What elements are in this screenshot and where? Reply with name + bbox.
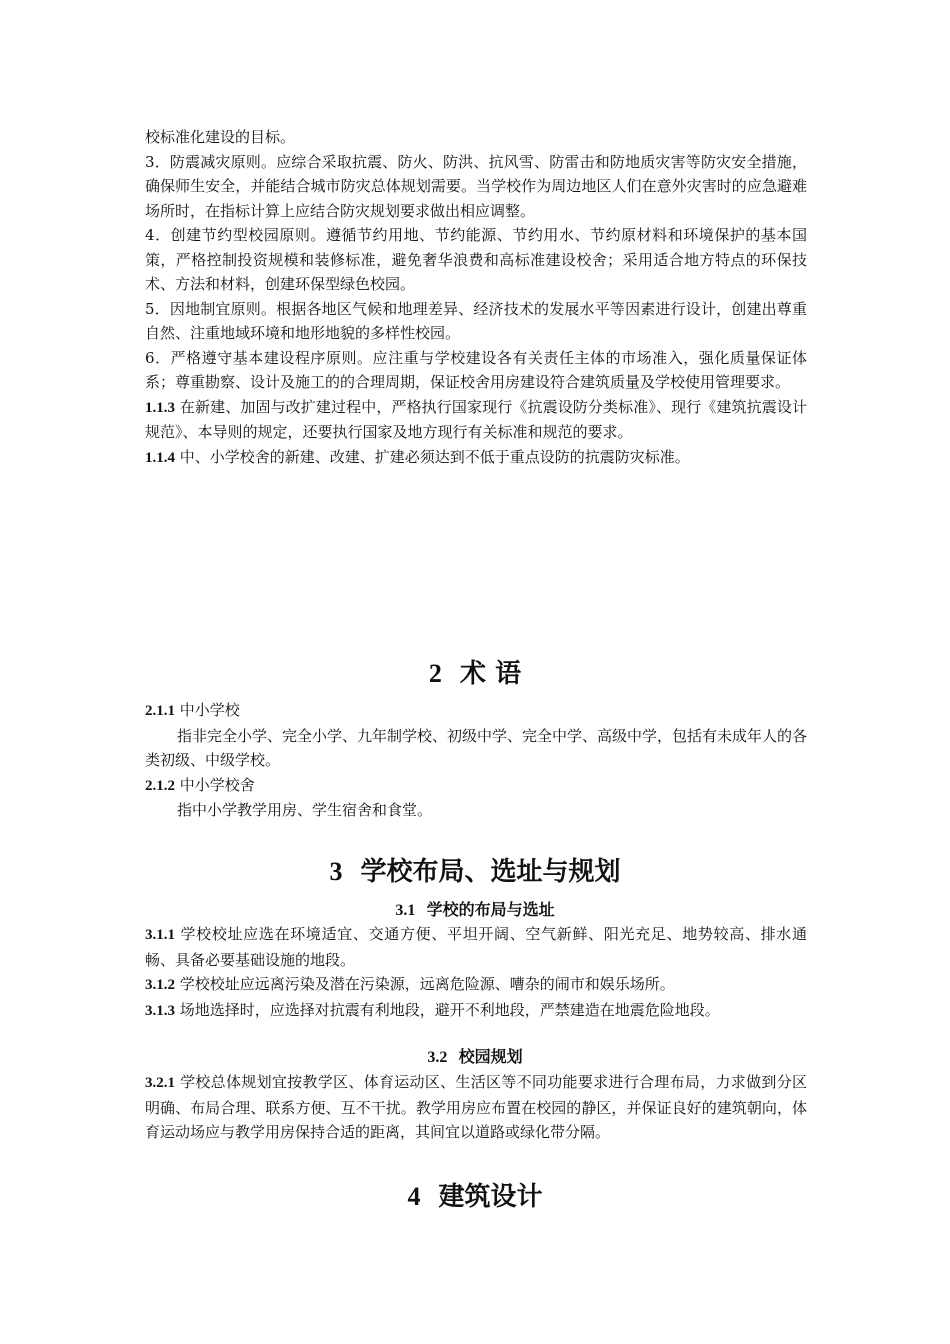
section-3-1-body bbox=[145, 922, 807, 1023]
clause-number: 1.1.4 bbox=[145, 449, 175, 466]
chapter-number: 2 bbox=[428, 659, 442, 688]
clause-text: 场地选择时，应选择对抗震有利地段，避开不利地段，严禁建造在地震危险地段。 bbox=[179, 1000, 720, 1019]
terms-block bbox=[145, 698, 807, 823]
chapter-2-heading bbox=[0, 657, 950, 691]
chapter-title: 建筑设计 bbox=[438, 1182, 543, 1212]
chapter-3-heading bbox=[0, 855, 950, 889]
chapter-number: 4 bbox=[407, 1182, 421, 1211]
principle-5: 5．因地制宜原则。根据各地区气候和地理差异、经济技术的发展水平等因素进行设计，创建出尊重自然、注重地域环境和地形地貌的多样性校园。 bbox=[145, 299, 807, 342]
term-name: 中小学校舍 bbox=[179, 775, 255, 794]
clause-text: 学校校址应远离污染及潜在污染源，远离危险源、嘈杂的闹市和娱乐场所。 bbox=[179, 975, 675, 993]
clause-number: 3.2.1 bbox=[145, 1075, 175, 1091]
clause-number: 3.1.2 bbox=[145, 977, 175, 993]
chapter-4-heading bbox=[0, 1180, 950, 1214]
section-3-1-heading bbox=[0, 899, 950, 922]
clause-text: 学校总体规划宜按教学区、体育运动区、生活区等不同功能要求进行合理布局，力求做到分区明确、布局合理、联系方便、互不干扰。教学用房应布置在校园的静区，并保证良好的建筑朝向，体育运动场应与教学用房保持合适的距离，其间宜以道路或绿化带分隔。 bbox=[145, 1073, 807, 1141]
chapter-title: 学校布局、选址与规划 bbox=[360, 857, 621, 887]
term-definition: 指中小学教学用房、学生宿舍和食堂。 bbox=[177, 801, 433, 819]
section-3-2-body bbox=[145, 1070, 807, 1145]
clause-1-1-3 bbox=[145, 395, 807, 445]
clause-3-1-1 bbox=[145, 922, 807, 972]
principle-4: 4．创建节约型校园原则。遵循节约用地、节约能源、节约用水、节约原材料和环境保护的基本国策，严格控制投资规模和装修标准，避免奢华浪费和高标准建设校舍；采用适合地方特点的环保技术、方法和材料，创建环保型绿色校园。 bbox=[145, 226, 807, 293]
term-2-1-1 bbox=[145, 698, 807, 724]
clause-number: 3.1.3 bbox=[145, 1002, 175, 1019]
section-title: 学校的布局与选址 bbox=[426, 900, 555, 919]
section-title: 校园规划 bbox=[458, 1047, 523, 1066]
clause-text: 中、小学校舍的新建、改建、扩建必须达到不低于重点设防的抗震防灾标准。 bbox=[179, 447, 690, 466]
clause-3-1-2 bbox=[145, 972, 807, 998]
principles-block bbox=[145, 125, 807, 470]
section-number: 3.1 bbox=[395, 902, 416, 919]
clause-text: 在新建、加固与改扩建过程中，严格执行国家现行《抗震设防分类标准》、现行《建筑抗震设计规范》、本导则的规定，还要执行国家及地方现行有关标准和规范的要求。 bbox=[145, 397, 807, 441]
principle-6: 6．严格遵守基本建设程序原则。应注重与学校建设各有关责任主体的市场准入，强化质量保证体系；尊重勘察、设计及施工的的合理周期，保证校舍用房建设符合建筑质量及学校使用管理要求。 bbox=[145, 348, 807, 391]
clause-3-1-3 bbox=[145, 998, 807, 1024]
clause-3-2-1 bbox=[145, 1070, 807, 1145]
term-definition: 指非完全小学、完全小学、九年制学校、初级中学、完全中学、高级中学，包括有未成年人的各类初级、中级学校。 bbox=[145, 726, 808, 769]
clause-number: 3.1.1 bbox=[145, 927, 175, 943]
term-name: 中小学校 bbox=[179, 701, 240, 719]
clause-text: 学校校址应选在环境适宜、交通方便、平坦开阔、空气新鲜、阳光充足、地势较高、排水通畅、具备必要基础设施的地段。 bbox=[145, 925, 807, 969]
paragraph-continuation: 校标准化建设的目标。 bbox=[145, 128, 296, 146]
clause-number: 1.1.3 bbox=[145, 399, 175, 416]
principle-3: 3．防震减灾原则。应综合采取抗震、防火、防洪、抗风雪、防雷击和防地质灾害等防灾安全措施，确保师生安全，并能结合城市防灾总体规划需要。当学校作为周边地区人们在意外灾害时的应急避难场所时，在指标计算上应结合防灾规划要求做出相应调整。 bbox=[145, 152, 807, 220]
term-2-1-2 bbox=[145, 773, 807, 799]
chapter-title: 术 语 bbox=[460, 659, 522, 689]
section-number: 3.2 bbox=[427, 1049, 448, 1066]
chapter-number: 3 bbox=[329, 857, 343, 886]
section-3-2-heading bbox=[0, 1046, 950, 1069]
term-number: 2.1.1 bbox=[145, 703, 175, 719]
term-number: 2.1.2 bbox=[145, 777, 175, 794]
clause-1-1-4 bbox=[145, 445, 807, 471]
